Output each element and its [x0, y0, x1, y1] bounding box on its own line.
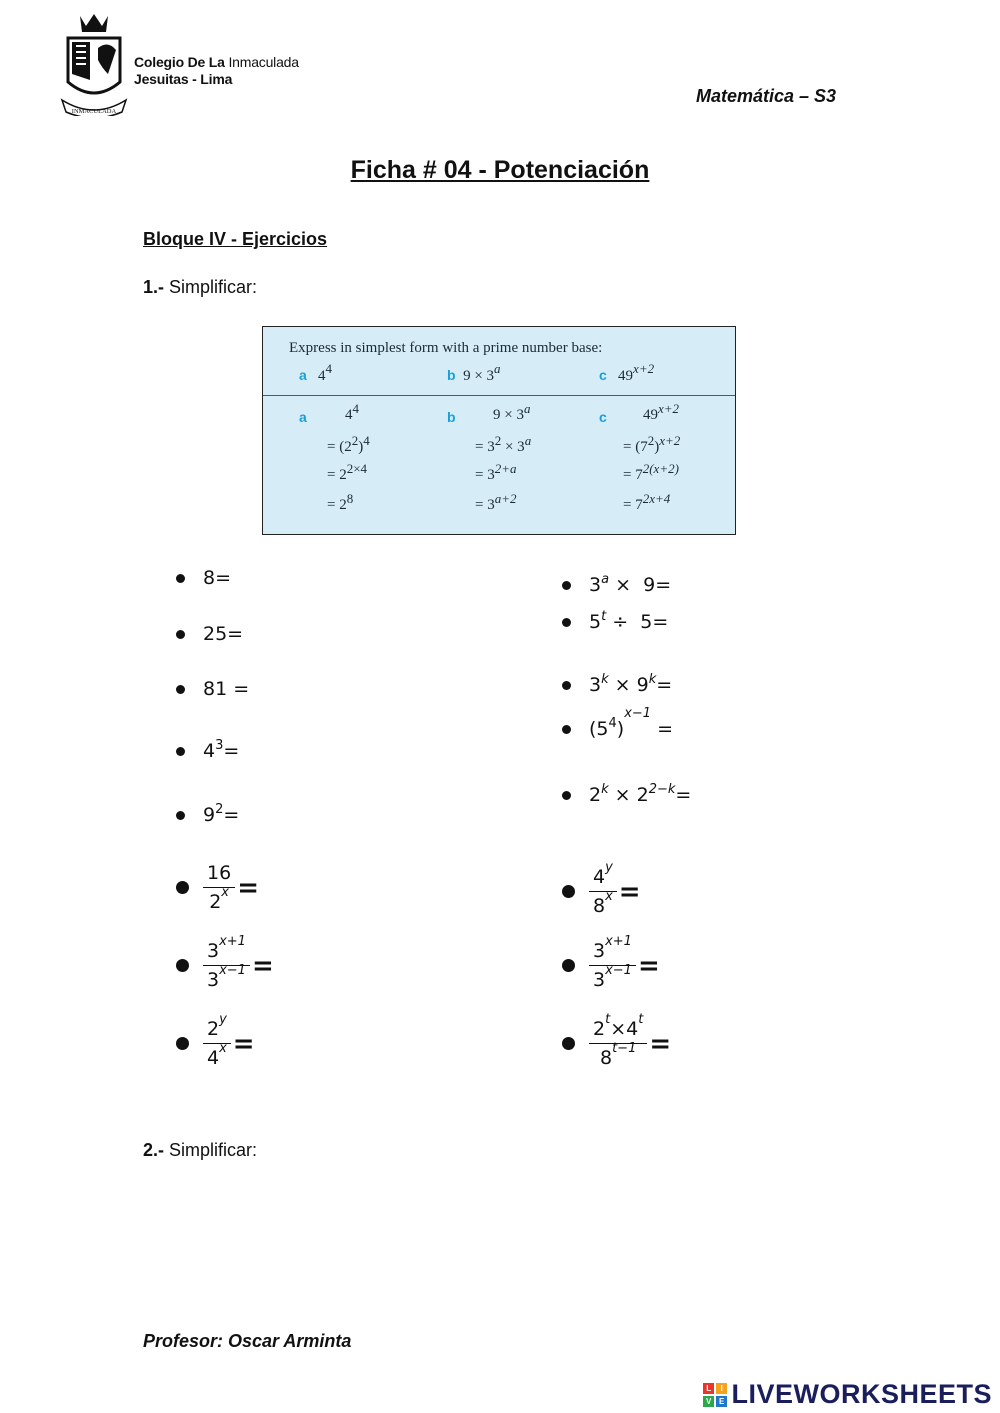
example-instruction: Express in simplest form with a prime number base:	[289, 340, 603, 356]
subject-label: Matemática – S3	[696, 86, 837, 106]
solution-b-step1: = $3^2 \times 3^a$	[475, 433, 532, 455]
solution-a-step1: = $(2^2)^4$	[327, 433, 370, 455]
school-crest-logo	[58, 12, 130, 116]
question-1	[143, 277, 257, 298]
page-title	[0, 156, 1000, 185]
solution-label-b: b	[447, 409, 456, 425]
solution-b-step3: = $3^{a+2}$	[475, 491, 517, 513]
solution-a-step0: $4^4$	[345, 401, 359, 423]
exercise-left-4: 4 $^3$ =	[176, 740, 239, 762]
solution-c-step3: = $7^{2x+4}$	[623, 491, 671, 513]
school-name	[134, 54, 299, 88]
worked-example-box	[262, 326, 736, 535]
exercise-right-2: 5 $^t$ ÷ 5=	[562, 611, 668, 633]
exercise-right-4: (5 $^4$ ) $^{x-1}$ =	[562, 718, 673, 740]
example-problem-a: $4^4$	[318, 361, 333, 384]
block-title: Bloque IV - Ejercicios	[143, 229, 328, 249]
solution-label-c: c	[599, 409, 607, 425]
school-name-line1: Colegio De La	[134, 54, 225, 70]
exercise-left-2: 25=	[176, 623, 243, 645]
exercise-fraction-left-1: $\frac{16}{2^x}$ =	[176, 862, 259, 913]
exercise-fraction-right-1: $\frac{4^y}{8^x}$ =	[562, 866, 641, 917]
example-label-a: a	[299, 367, 307, 383]
question-2-number: 2.-	[143, 1140, 165, 1160]
solution-b-step0: $9 \times 3^a$	[493, 401, 531, 423]
liveworksheets-logo[interactable]	[703, 1379, 992, 1410]
exercise-fraction-left-2: $\frac{3^{x+1}}{3^{x-1}}$ =	[176, 940, 274, 991]
solution-b-step2: = $3^{2+a}$	[475, 461, 517, 483]
liveworksheets-text: LIVEWORKSHEETS	[731, 1379, 992, 1409]
exercise-fraction-right-2: $\frac{3^{x+1}}{3^{x-1}}$ =	[562, 940, 660, 991]
solution-a-step3: = $2^8$	[327, 491, 354, 513]
example-label-b: b	[447, 367, 456, 383]
example-problem-b: $9 \times 3^a$	[463, 361, 501, 384]
teacher-name: Profesor: Oscar Arminta	[143, 1331, 352, 1351]
solution-c-step1: = $(7^2)^{x+2}$	[623, 433, 681, 455]
exercise-left-5: 9 $^2$ =	[176, 804, 239, 826]
liveworksheets-squares-icon: L I V E	[703, 1383, 727, 1407]
example-problem-c: $49^{x+2}$	[618, 361, 655, 384]
crest-banner-text: INMACULADA	[71, 108, 117, 115]
question-2	[143, 1140, 257, 1161]
example-divider	[263, 395, 735, 396]
exercise-left-1: 8=	[176, 567, 231, 589]
solution-a-step2: = $2^{2\times 4}$	[327, 461, 368, 483]
solution-label-a: a	[299, 409, 307, 425]
school-name-line1-rest: Inmaculada	[228, 54, 299, 70]
question-1-number: 1.-	[143, 277, 165, 297]
exercise-left-3: 81 =	[176, 678, 249, 700]
exercise-right-5: 2 $^k$ × 2 $^{2-k}$ =	[562, 784, 691, 806]
solution-c-step0: $49^{x+2}$	[643, 401, 680, 423]
exercise-fraction-right-3: $\frac{2^t\times 4^t}{8^{t-1}}$ =	[562, 1018, 671, 1069]
question-1-text: Simplificar:	[169, 277, 258, 297]
exercise-fraction-left-3: $\frac{2^y}{4^x}$ =	[176, 1018, 255, 1069]
example-label-c: c	[599, 367, 607, 383]
page-title-text: Ficha # 04 - Potenciación	[350, 156, 650, 184]
exercise-right-3: 3 $^k$ × 9 $^k$ =	[562, 674, 672, 696]
question-2-text: Simplificar:	[169, 1140, 258, 1160]
solution-c-step2: = $7^{2(x+2)}$	[623, 461, 679, 483]
exercise-right-1: 3 $^a$ × 9=	[562, 574, 671, 596]
school-name-line2: Jesuitas - Lima	[134, 71, 233, 87]
